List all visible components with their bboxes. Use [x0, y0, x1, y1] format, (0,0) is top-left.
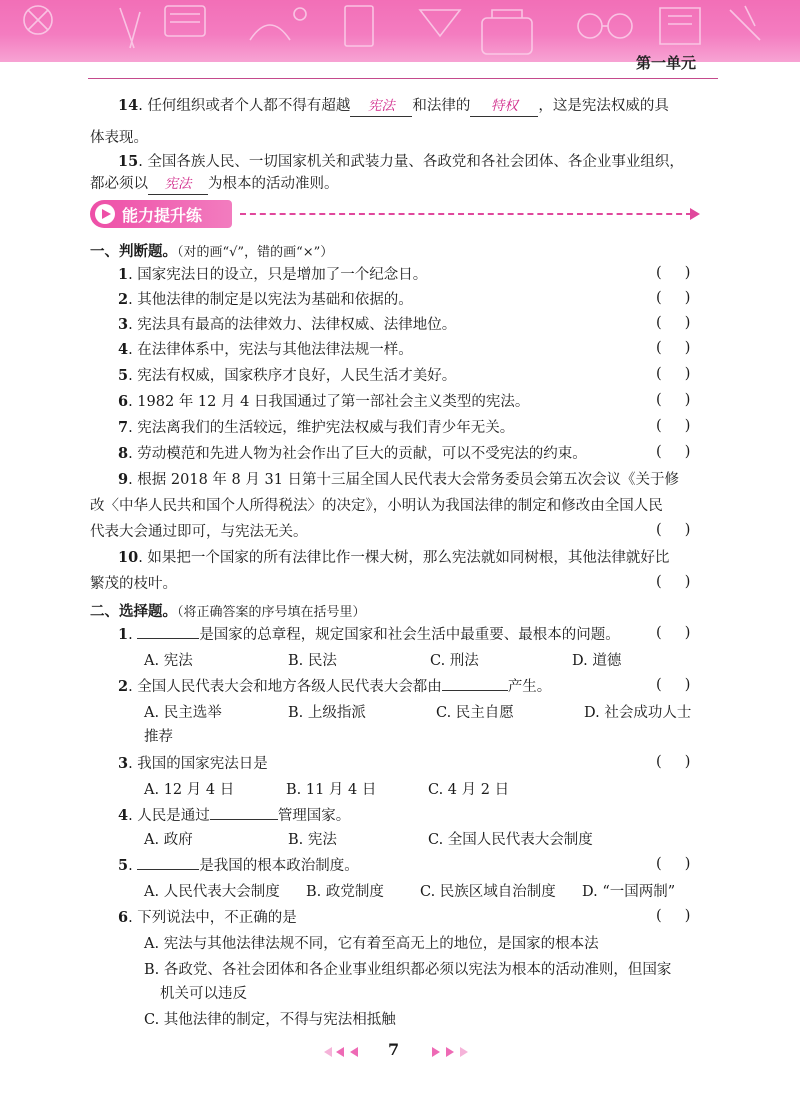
option: A. 政府 [144, 832, 193, 848]
prev-arrow-icon [324, 1047, 332, 1057]
option: B. 上级指派 [288, 705, 366, 721]
next-arrow-icon [432, 1047, 440, 1057]
answer-blank: 宪法 [350, 96, 412, 117]
answer-paren: ( ) [656, 625, 691, 641]
judge-item-9-cont: 代表大会通过即可，与宪法无关。 [90, 524, 308, 540]
question-15-cont: 都必须以 宪法 为根本的活动准则。 [90, 174, 339, 195]
option: B. 宪法 [288, 832, 337, 848]
option: A. 宪法与其他法律法规不同，它有着至高无上的地位，是国家的根本法 [144, 936, 599, 952]
answer-paren: ( ) [656, 908, 691, 924]
judge-item-10: 10. 如果把一个国家的所有法律比作一棵大树，那么宪法就如同树根，其他法律就好比 [118, 549, 670, 566]
judge-item: 3. 宪法具有最高的法律效力、法律权威、法律地位。 [118, 316, 457, 333]
question-14: 14. 任何组织或者个人都不得有超越 宪法 和法律的 特权 ，这是宪法权威的具 [118, 96, 669, 117]
option: C. 4 月 2 日 [428, 782, 510, 798]
next-arrow-icon [446, 1047, 454, 1057]
page-number: 7 [388, 1040, 400, 1059]
dashed-rule [240, 213, 692, 215]
play-arrow-icon [95, 204, 115, 224]
unit-label: 第一单元 [635, 54, 696, 72]
choice-q5: 5. 是我国的根本政治制度。 [118, 857, 359, 874]
option: C. 全国人民代表大会制度 [428, 832, 593, 848]
option: A. 人民代表大会制度 [144, 884, 280, 900]
judge-item: 5. 宪法有权威，国家秩序才良好，人民生活才美好。 [118, 367, 457, 384]
judge-item: 4. 在法律体系中，宪法与其他法律法规一样。 [118, 341, 413, 358]
answer-paren: ( ) [656, 418, 691, 434]
option: C. 刑法 [430, 653, 479, 669]
option: C. 民主自愿 [436, 705, 514, 721]
option-cont: 机关可以违反 [160, 986, 247, 1002]
choice-q2: 2. 全国人民代表大会和地方各级人民代表大会都由 产生。 [118, 678, 552, 695]
choice-q6: 6. 下列说法中，不正确的是 [118, 909, 297, 926]
prev-arrow-icon [336, 1047, 344, 1057]
answer-paren: ( ) [656, 366, 691, 382]
choice-q1: 1. 是国家的总章程，规定国家和社会生活中最重要、最根本的问题。 [118, 626, 620, 643]
judge-item-9: 9. 根据 2018 年 8 月 31 日第十三届全国人民代表大会常务委员会第五次会议《关于修 [118, 471, 680, 488]
option: B. 各政党、各社会团体和各企业事业组织都必须以宪法为根本的活动准则，但国家 [144, 962, 672, 978]
option: A. 12 月 4 日 [144, 782, 235, 798]
choice-q4: 4. 人民是通过 管理国家。 [118, 807, 351, 824]
prev-arrow-icon [350, 1047, 358, 1057]
section-header [90, 200, 710, 228]
option: C. 其他法律的制定，不得与宪法相抵触 [144, 1012, 396, 1028]
question-14-cont: 体表现。 [90, 130, 148, 146]
option: C. 民族区域自治制度 [420, 884, 556, 900]
question-15: 15. 全国各族人民、一切国家机关和武装力量、各政党和各社会团体、各企业事业组织， [118, 153, 684, 170]
answer-paren: ( ) [656, 265, 691, 281]
answer-blank [137, 869, 199, 870]
judge-heading: 一、判断题。（对的画“√”，错的画“×”） [90, 244, 334, 260]
option: D. 道德 [572, 653, 622, 669]
judge-item-10-cont: 繁茂的枝叶。 [90, 576, 177, 592]
next-arrow-icon [460, 1047, 468, 1057]
answer-paren: ( ) [656, 315, 691, 331]
option: A. 民主选举 [144, 705, 222, 721]
header-rule [88, 78, 718, 79]
judge-item: 8. 劳动模范和先进人物为社会作出了巨大的贡献，可以不受宪法的约束。 [118, 445, 587, 462]
answer-blank [137, 638, 199, 639]
answer-paren: ( ) [656, 340, 691, 356]
option: D. “一国两制” [582, 884, 676, 900]
answer-paren: ( ) [656, 574, 691, 590]
answer-blank: 宪法 [148, 174, 208, 195]
judge-item: 1. 国家宪法日的设立，只是增加了一个纪念日。 [118, 266, 428, 283]
answer-paren: ( ) [656, 290, 691, 306]
option: A. 宪法 [144, 653, 193, 669]
answer-paren: ( ) [656, 856, 691, 872]
answer-paren: ( ) [656, 444, 691, 460]
section-title: 能力提升练 [122, 206, 203, 225]
answer-blank [210, 819, 278, 820]
arrow-tip-icon [690, 208, 700, 220]
judge-item: 2. 其他法律的制定是以宪法为基础和依据的。 [118, 291, 413, 308]
choice-heading: 二、选择题。（将正确答案的序号填在括号里） [90, 604, 366, 620]
answer-paren: ( ) [656, 522, 691, 538]
answer-blank [442, 690, 508, 691]
option: D. 社会成功人士 [584, 705, 692, 721]
answer-paren: ( ) [656, 677, 691, 693]
option: B. 政党制度 [306, 884, 384, 900]
judge-item: 6. 1982 年 12 月 4 日我国通过了第一部社会主义类型的宪法。 [118, 393, 530, 410]
judge-item-9-cont: 改〈中华人民共和国个人所得税法〉的决定》，小明认为我国法律的制定和修改由全国人民 [90, 498, 663, 514]
answer-paren: ( ) [656, 754, 691, 770]
answer-blank: 特权 [470, 96, 538, 117]
answer-paren: ( ) [656, 392, 691, 408]
judge-item: 7. 宪法离我们的生活较远，维护宪法权威与我们青少年无关。 [118, 419, 515, 436]
choice-q3: 3. 我国的国家宪法日是 [118, 755, 268, 772]
option: B. 民法 [288, 653, 337, 669]
option: B. 11 月 4 日 [286, 782, 377, 798]
option-cont: 推荐 [144, 729, 173, 745]
